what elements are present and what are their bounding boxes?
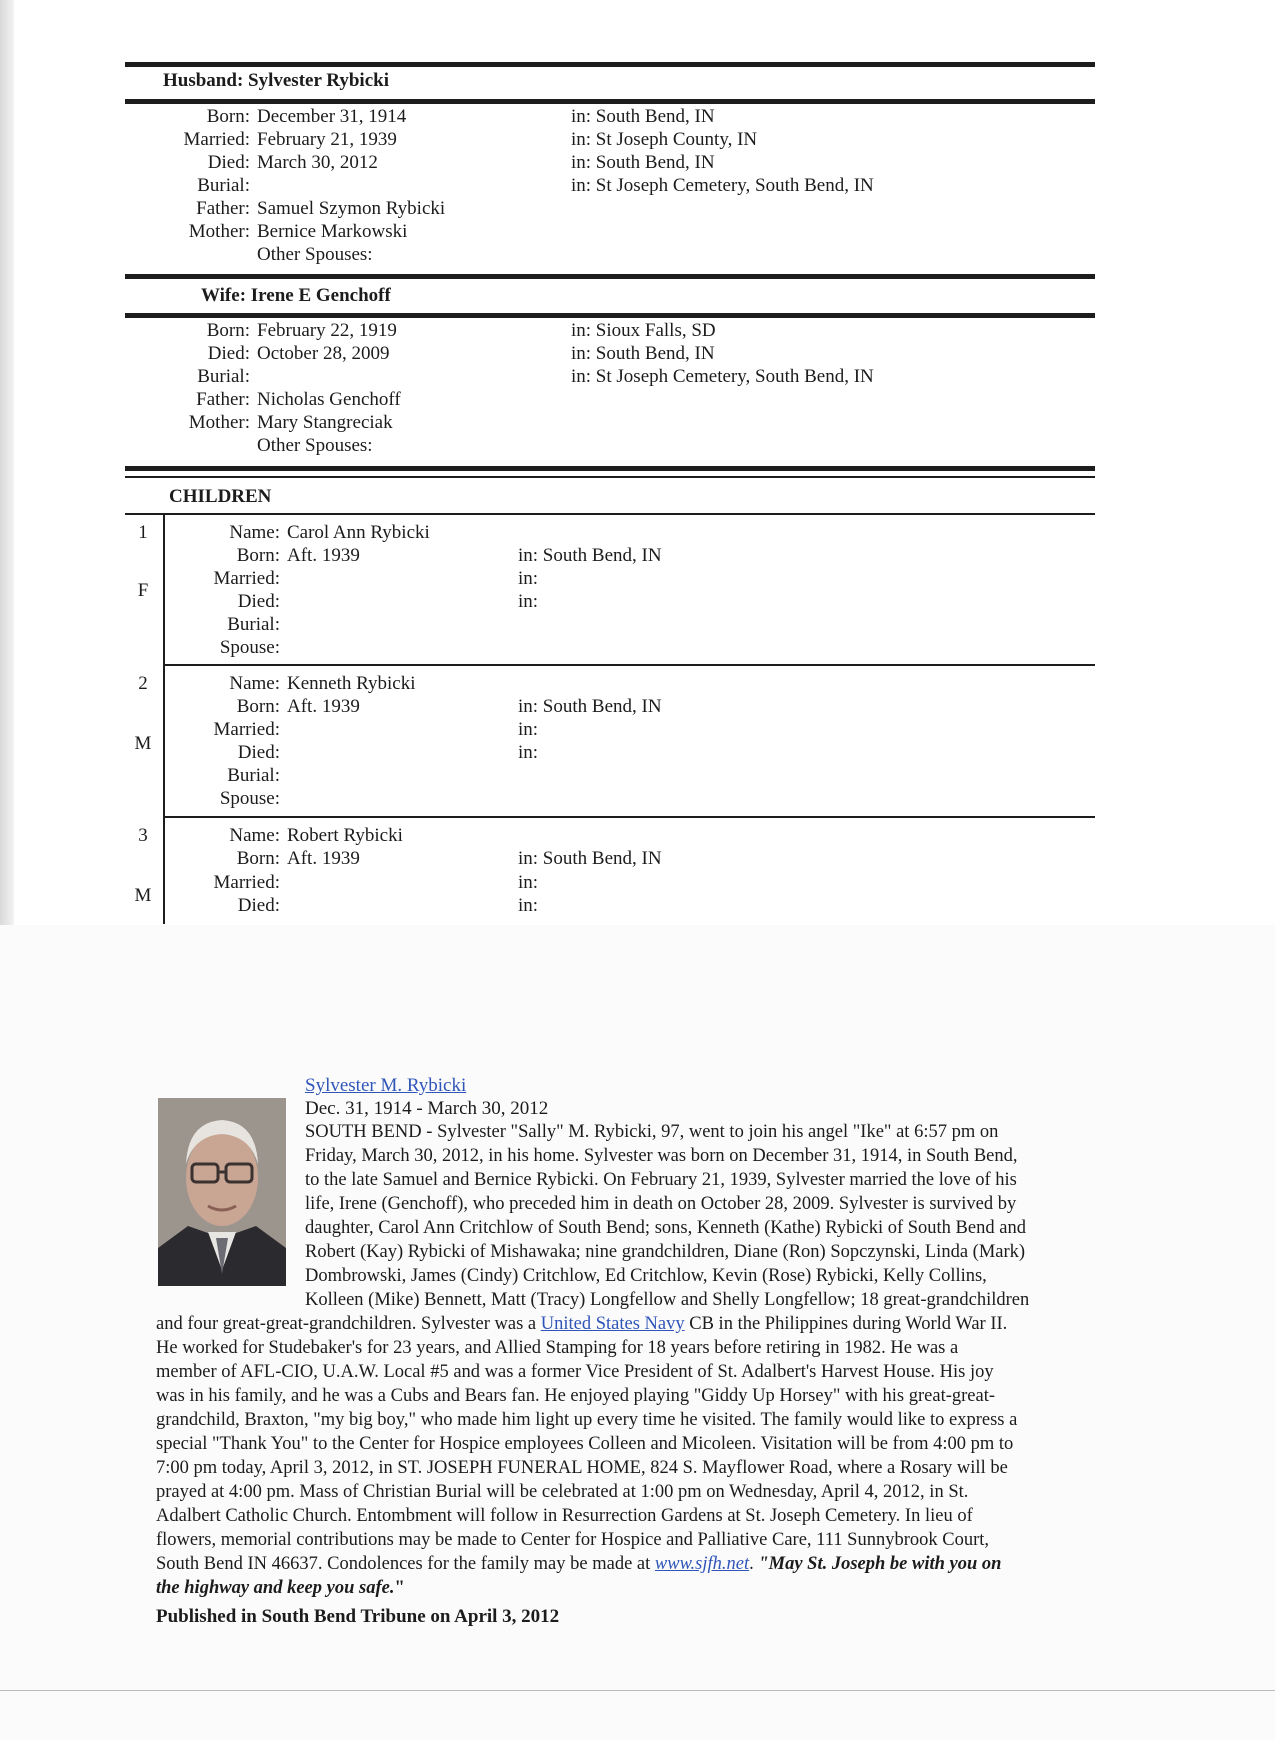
place: in: South Bend, IN	[571, 152, 715, 173]
published-line: Published in South Bend Tribune on April 3, 2012	[156, 1606, 560, 1627]
obituary-line: special "Thank You" to the Center for Hospice employees Colleen and Micoleen. Visitation will be from 4:00 pm to	[156, 1434, 1014, 1454]
place: in:	[518, 719, 539, 740]
label: Died:	[207, 343, 250, 364]
obituary-line: grandchild, Braxton, "my big boy," who made him light up every time he visited. The family would like to express a	[156, 1410, 1018, 1430]
label: Born:	[236, 545, 280, 566]
obituary-line: Adalbert Catholic Church. Entombment will follow in Resurrection Gardens at St. Joseph Cemetery. In lieu of	[156, 1506, 973, 1526]
label: Died:	[237, 895, 280, 916]
label: Name:	[229, 522, 280, 543]
label: Died:	[237, 591, 280, 612]
portrait-illustration	[158, 1098, 286, 1286]
child-sex: M	[134, 733, 152, 754]
obituary-line: prayed at 4:00 pm. Mass of Christian Burial will be celebrated at 1:00 pm on Wednesday, April 4, 2012, in St.	[156, 1482, 969, 1502]
obituary-line-navy	[156, 1314, 1007, 1335]
sjfh-link[interactable]: www.sjfh.net	[654, 1554, 750, 1574]
value: February 21, 1939	[257, 129, 397, 150]
place: in: Sioux Falls, SD	[571, 320, 716, 341]
child-sex: F	[137, 580, 149, 601]
place: in:	[518, 591, 539, 612]
rule-children-a	[125, 466, 1095, 471]
label: Married:	[183, 129, 250, 150]
place: in: St Joseph Cemetery, South Bend, IN	[571, 175, 874, 196]
label: Name:	[229, 825, 280, 846]
place: in: South Bend, IN	[571, 343, 715, 364]
label: Born:	[206, 106, 250, 127]
label: Burial:	[197, 366, 250, 387]
child-number: 1	[138, 522, 148, 543]
place: in:	[518, 872, 539, 893]
value: October 28, 2009	[257, 343, 390, 364]
quote-part1: "May St. Joseph be with you on	[758, 1554, 1002, 1574]
place: in: South Bend, IN	[518, 848, 662, 869]
place: in: St Joseph County, IN	[571, 129, 758, 150]
rule-children-header	[125, 513, 1095, 515]
label: Name:	[229, 673, 280, 694]
value: Aft. 1939	[287, 696, 360, 717]
label: Spouse:	[219, 788, 280, 809]
obituary-line: He worked for Studebaker's for 23 years, and Allied Stamping for 18 years before retiring in 1982. He was a	[156, 1338, 959, 1358]
child-sex: M	[134, 885, 152, 906]
scan-edge	[0, 0, 14, 930]
value: Bernice Markowski	[257, 221, 408, 242]
value: March 30, 2012	[257, 152, 378, 173]
wife-heading: Wife: Irene E Genchoff	[201, 285, 391, 306]
value: Aft. 1939	[287, 545, 360, 566]
rule-child-2	[163, 816, 1095, 818]
rule-children-b	[125, 476, 1095, 478]
obituary-dates: Dec. 31, 1914 - March 30, 2012	[305, 1098, 549, 1119]
rule-child-1	[163, 664, 1095, 666]
value: Aft. 1939	[287, 848, 360, 869]
label: Married:	[213, 719, 280, 740]
obituary-line-condolences	[156, 1554, 1001, 1575]
value: Mary Stangreciak	[257, 412, 393, 433]
rule-wife	[125, 313, 1095, 318]
bottom-edge	[0, 1690, 1275, 1691]
value: December 31, 1914	[257, 106, 407, 127]
place: in:	[518, 742, 539, 763]
label: Burial:	[227, 765, 280, 786]
husband-heading: Husband: Sylvester Rybicki	[163, 70, 389, 91]
obituary-line: Dombrowski, James (Cindy) Critchlow, Ed Critchlow, Kevin (Rose) Rybicki, Kelly Collins,	[305, 1266, 987, 1286]
obituary-line: flowers, memorial contributions may be made to Center for Hospice and Palliative Care, 111 Sunnybrook Court,	[156, 1530, 989, 1550]
portrait-photo	[158, 1098, 286, 1286]
label: Father:	[196, 198, 250, 219]
obituary-line: member of AFL-CIO, U.A.W. Local #5 and was a former Vice President of St. Adalbert's Harvest House. His joy	[156, 1362, 994, 1382]
wife-other-spouses: Other Spouses:	[257, 435, 373, 456]
label: Burial:	[197, 175, 250, 196]
quote-end: "	[394, 1578, 405, 1598]
obituary-line: Friday, March 30, 2012, in his home. Sylvester was born on December 31, 1914, in South Bend,	[305, 1146, 1018, 1166]
text: and four great-great-grandchildren. Sylvester was a	[156, 1314, 541, 1334]
label: Died:	[237, 742, 280, 763]
obituary-line: Robert (Kay) Rybicki of Mishawaka; nine grandchildren, Diane (Ron) Sopczynski, Linda (Mark)	[305, 1242, 1026, 1262]
child-number: 3	[138, 825, 148, 846]
obituary-line: life, Irene (Genchoff), who preceded him in death on October 28, 2009. Sylvester is survived by	[305, 1194, 1017, 1214]
obituary-line: Kolleen (Mike) Bennett, Matt (Tracy) Longfellow and Shelly Longfellow; 18 great-grandchildren	[305, 1290, 1030, 1310]
rule-wife-top	[125, 274, 1095, 279]
navy-link[interactable]: United States Navy	[540, 1314, 685, 1334]
children-heading: CHILDREN	[169, 486, 272, 507]
rule-husband	[125, 99, 1095, 104]
text: .	[749, 1554, 759, 1574]
obituary-line-quote	[156, 1578, 405, 1599]
label: Born:	[236, 848, 280, 869]
value: February 22, 1919	[257, 320, 397, 341]
value: Kenneth Rybicki	[287, 673, 416, 694]
obituary-name-link[interactable]: Sylvester M. Rybicki	[305, 1075, 467, 1096]
obituary-line: was in his family, and he was a Cubs and Bears fan. He enjoyed playing "Giddy Up Horsey" with his great-great-	[156, 1386, 996, 1406]
label: Mother:	[188, 221, 250, 242]
text: South Bend IN 46637. Condolences for the family may be made at	[156, 1554, 655, 1574]
obituary-line: SOUTH BEND - Sylvester "Sally" M. Rybicki, 97, went to join his angel "Ike" at 6:57 pm on	[305, 1122, 999, 1142]
obituary-line: daughter, Carol Ann Critchlow of South Bend; sons, Kenneth (Kathe) Rybicki of South Bend and	[305, 1218, 1026, 1238]
value: Nicholas Genchoff	[257, 389, 401, 410]
text: CB in the Philippines during World War II.	[684, 1314, 1008, 1334]
label: Died:	[207, 152, 250, 173]
place: in: St Joseph Cemetery, South Bend, IN	[571, 366, 874, 387]
place: in:	[518, 895, 539, 916]
rule-top	[125, 62, 1095, 67]
label: Born:	[206, 320, 250, 341]
label: Burial:	[227, 614, 280, 635]
value: Carol Ann Rybicki	[287, 522, 430, 543]
value: Samuel Szymon Rybicki	[257, 198, 446, 219]
place: in: South Bend, IN	[518, 696, 662, 717]
place: in: South Bend, IN	[571, 106, 715, 127]
value: Robert Rybicki	[287, 825, 403, 846]
label: Spouse:	[219, 637, 280, 658]
label: Married:	[213, 872, 280, 893]
child-number: 2	[138, 673, 148, 694]
label: Born:	[236, 696, 280, 717]
obituary-line: 7:00 pm today, April 3, 2012, in ST. JOSEPH FUNERAL HOME, 824 S. Mayflower Road, where a Rosary will be	[156, 1458, 1008, 1478]
quote-part2: the highway and keep you safe.	[156, 1578, 395, 1598]
place: in: South Bend, IN	[518, 545, 662, 566]
husband-other-spouses: Other Spouses:	[257, 244, 373, 265]
label: Father:	[196, 389, 250, 410]
place: in:	[518, 568, 539, 589]
obituary-line: to the late Samuel and Bernice Rybicki. On February 21, 1939, Sylvester married the love of his	[305, 1170, 1017, 1190]
label: Married:	[213, 568, 280, 589]
label: Mother:	[188, 412, 250, 433]
